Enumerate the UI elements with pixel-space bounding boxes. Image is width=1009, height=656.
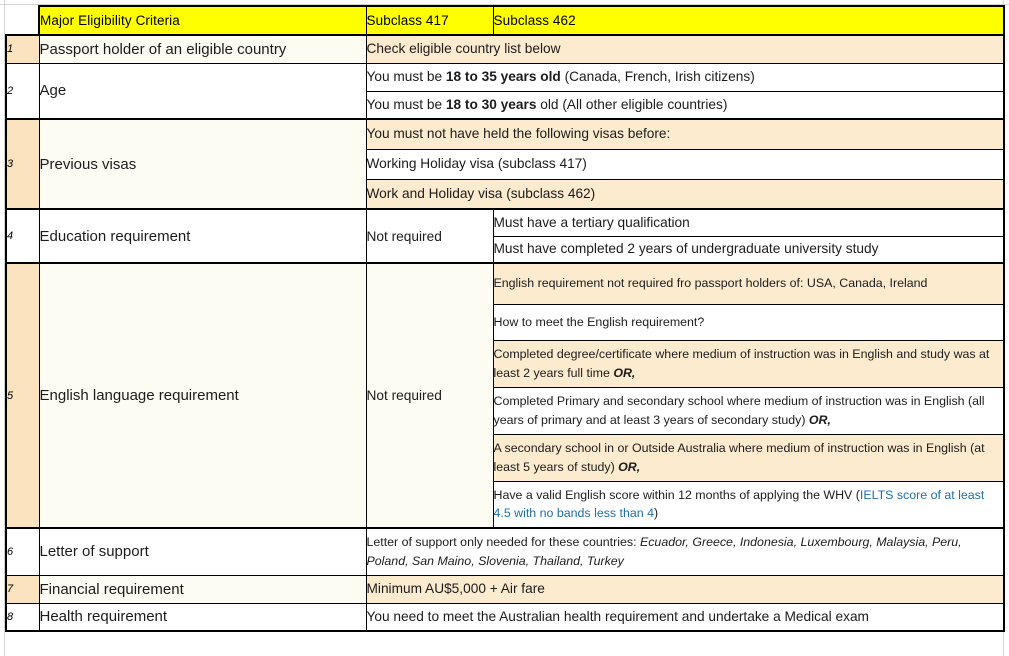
value-text-prefix: A secondary school in or Outside Australia where medium of instruction was in English (at least 5 years of study) bbox=[493, 440, 985, 474]
row-value-cell bbox=[493, 387, 1004, 434]
row-criteria-label: Education requirement bbox=[39, 209, 366, 263]
row-number: 1 bbox=[6, 35, 39, 63]
row-value-cell bbox=[493, 340, 1004, 387]
table-row bbox=[6, 209, 1004, 236]
value-text-suffix: (Canada, French, Irish citizens) bbox=[560, 69, 755, 85]
value-text-or: OR, bbox=[808, 412, 831, 427]
value-text-prefix: Have a valid English score within 12 months of applying the WHV ( bbox=[493, 487, 860, 502]
row-value-cell bbox=[366, 63, 1004, 91]
table-row bbox=[6, 263, 1004, 304]
subclass-417-value: Not required bbox=[366, 209, 493, 263]
row-number: 6 bbox=[6, 528, 39, 575]
row-value-cell: Must have a tertiary qualification bbox=[493, 209, 1004, 236]
row-criteria-label: Financial requirement bbox=[39, 575, 366, 603]
eligibility-criteria-table bbox=[5, 5, 1005, 632]
value-text-bold: 18 to 30 years bbox=[445, 96, 537, 112]
row-value-cell bbox=[493, 481, 1004, 528]
row-criteria-label: Health requirement bbox=[39, 603, 366, 631]
table-row bbox=[6, 603, 1004, 631]
row-value-cell: Must have completed 2 years of undergraduate university study bbox=[493, 236, 1004, 263]
row-criteria-label: Age bbox=[39, 63, 366, 119]
table-row bbox=[6, 63, 1004, 91]
row-number: 4 bbox=[6, 209, 39, 263]
column-header-subclass-417: Subclass 417 bbox=[366, 6, 493, 35]
value-text-suffix: old (All other eligible countries) bbox=[536, 96, 728, 112]
value-text-bold: 18 to 35 years old bbox=[445, 69, 561, 85]
row-number: 3 bbox=[6, 119, 39, 209]
row-value-cell: Working Holiday visa (subclass 417) bbox=[366, 149, 1004, 179]
column-header-criteria: Major Eligibility Criteria bbox=[39, 6, 366, 35]
row-value-cell: Work and Holiday visa (subclass 462) bbox=[366, 179, 1004, 209]
value-text-country-list: Ecuador, Greece, Indonesia, Luxembourg, Malaysia, Peru, Poland, San Maino, Slovenia, Thailand, Turkey bbox=[366, 535, 962, 568]
value-text-prefix: You must be bbox=[366, 96, 446, 112]
row-number: 5 bbox=[6, 263, 39, 528]
table-header-row bbox=[6, 6, 1004, 35]
row-criteria-label: Previous visas bbox=[39, 119, 366, 209]
value-text-or: OR, bbox=[618, 459, 641, 474]
row-number: 8 bbox=[6, 603, 39, 631]
table-row bbox=[6, 35, 1004, 63]
row-value-cell: Minimum AU$5,000 + Air fare bbox=[366, 575, 1004, 603]
subclass-417-value: Not required bbox=[366, 263, 493, 528]
row-value-cell: You need to meet the Australian health requirement and undertake a Medical exam bbox=[366, 603, 1004, 631]
value-text-prefix: You must be bbox=[366, 69, 446, 85]
row-number: 2 bbox=[6, 63, 39, 119]
value-text-prefix: Completed Primary and secondary school where medium of instruction was in English (all years of primary and at least 3 years of secondary study) bbox=[493, 393, 985, 427]
value-text-prefix: Letter of support only needed for these countries: bbox=[366, 535, 640, 550]
row-value-cell: Check eligible country list below bbox=[366, 35, 1004, 63]
row-value-cell: You must not have held the following visas before: bbox=[366, 119, 1004, 149]
ielts-score-link[interactable]: IELTS score of at least 4.5 with no bands less than 4 bbox=[493, 487, 985, 521]
table-row bbox=[6, 575, 1004, 603]
row-value-cell bbox=[366, 91, 1004, 119]
row-value-cell: English requirement not required fro passport holders of: USA, Canada, Ireland bbox=[493, 263, 1004, 304]
table-row bbox=[6, 119, 1004, 149]
header-corner-cell bbox=[6, 6, 39, 35]
column-header-subclass-462: Subclass 462 bbox=[493, 6, 1004, 35]
row-criteria-label: English language requirement bbox=[39, 263, 366, 528]
row-number: 7 bbox=[6, 575, 39, 603]
row-criteria-label: Passport holder of an eligible country bbox=[39, 35, 366, 63]
value-text-suffix: ) bbox=[654, 506, 659, 521]
row-value-cell: How to meet the English requirement? bbox=[493, 304, 1004, 340]
value-text-prefix: Completed degree/certificate where medium of instruction was in English and study was at least 2 years full time bbox=[493, 346, 990, 380]
row-value-cell bbox=[493, 434, 1004, 481]
row-criteria-label: Letter of support bbox=[39, 528, 366, 575]
table-row bbox=[6, 528, 1004, 575]
row-value-cell bbox=[366, 528, 1004, 575]
value-text-or: OR, bbox=[613, 365, 636, 380]
